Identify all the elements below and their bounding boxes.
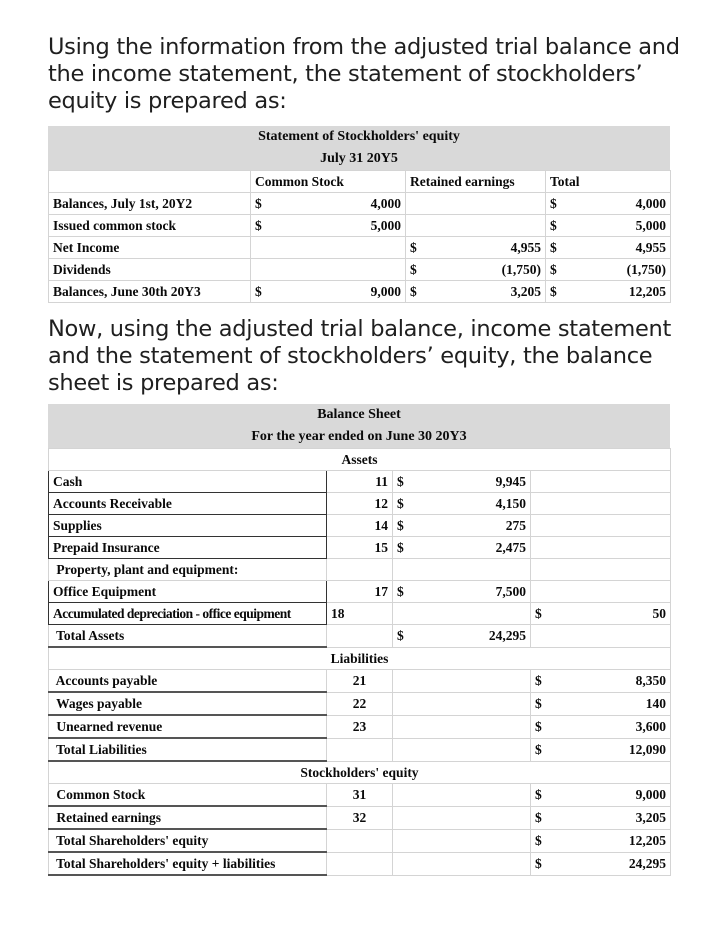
dollar-sign: $ <box>410 261 417 277</box>
se-date: July 31 20Y5 <box>320 151 398 166</box>
dollar-sign: $ <box>535 809 542 825</box>
bs-subtitle: For the year ended on June 30 20Y3 <box>251 429 467 444</box>
dollar-sign: $ <box>410 283 417 299</box>
se-table <box>48 170 671 303</box>
se-retained-earnings-cell <box>406 259 546 281</box>
amount: 140 <box>645 695 666 711</box>
se-row-label: Issued common stock <box>49 215 251 237</box>
bs-total-row <box>49 852 671 875</box>
amount-cell-2 <box>531 852 671 875</box>
stockholders-equity-statement <box>48 126 670 303</box>
bs-total-row <box>49 625 671 648</box>
bs-total-row <box>49 738 671 761</box>
amount-cell-2 <box>531 625 671 648</box>
amount-cell-1 <box>393 806 531 829</box>
amount-cell-2 <box>531 715 671 738</box>
bs-row <box>49 493 671 515</box>
account-ref: 14 <box>327 515 393 537</box>
amount-cell-1 <box>393 829 531 852</box>
se-row-label: Net Income <box>49 237 251 259</box>
account-ref: 15 <box>327 537 393 559</box>
se-row <box>49 193 671 215</box>
bs-row <box>49 784 671 807</box>
bs-row <box>49 670 671 693</box>
dollar-sign: $ <box>535 605 542 621</box>
amount: 12,205 <box>628 832 666 848</box>
amount: 4,955 <box>635 239 666 255</box>
intro-paragraph: Using the information from the adjusted trial balance and the income statement, the statement of stockholders’ equity is prepared as: <box>48 34 680 114</box>
account-ref: 23 <box>327 715 393 738</box>
amount-cell-2 <box>531 603 671 625</box>
amount-cell-2 <box>531 738 671 761</box>
account-ref: 18 <box>327 603 393 625</box>
amount-cell-1 <box>393 581 531 603</box>
amount-cell-2 <box>531 559 671 581</box>
dollar-sign: $ <box>397 539 404 555</box>
section-title: Stockholders' equity <box>49 761 671 784</box>
amount-cell-2 <box>531 471 671 493</box>
amount: 4,000 <box>635 195 666 211</box>
se-common-stock-cell <box>251 193 406 215</box>
section-title: Assets <box>49 449 671 471</box>
dollar-sign: $ <box>535 855 542 871</box>
account-ref: 32 <box>327 806 393 829</box>
amount-cell-2 <box>531 581 671 603</box>
se-total-cell <box>546 193 671 215</box>
amount-cell-1 <box>393 784 531 807</box>
account-label: Accounts Receivable <box>49 493 327 515</box>
se-row <box>49 237 671 259</box>
dollar-sign: $ <box>535 832 542 848</box>
amount: 50 <box>652 605 666 621</box>
dollar-sign: $ <box>535 786 542 802</box>
amount: 24,295 <box>488 627 526 643</box>
amount-cell-1 <box>393 515 531 537</box>
amount-cell-2 <box>531 692 671 715</box>
dollar-sign: $ <box>535 695 542 711</box>
balance-sheet <box>48 404 670 876</box>
account-label: Total Liabilities <box>49 738 327 761</box>
amount: 275 <box>505 517 526 533</box>
dollar-sign: $ <box>535 672 542 688</box>
dollar-sign: $ <box>550 239 557 255</box>
dollar-sign: $ <box>550 283 557 299</box>
amount-cell-1 <box>393 471 531 493</box>
account-ref <box>327 738 393 761</box>
account-label: Office Equipment <box>49 581 327 603</box>
dollar-sign: $ <box>410 239 417 255</box>
account-label: Property, plant and equipment: <box>49 559 327 581</box>
amount: 4,955 <box>510 239 541 255</box>
dollar-sign: $ <box>397 495 404 511</box>
amount: 9,000 <box>635 786 666 802</box>
amount-cell-1 <box>393 559 531 581</box>
se-header <box>48 126 670 170</box>
equity-section-header <box>49 761 671 784</box>
amount: 8,350 <box>635 672 666 688</box>
dollar-sign: $ <box>550 217 557 233</box>
amount-cell-2 <box>531 493 671 515</box>
se-title: Statement of Stockholders' equity <box>258 129 460 144</box>
account-ref: 12 <box>327 493 393 515</box>
account-label: Common Stock <box>49 784 327 807</box>
se-row-label: Balances, June 30th 20Y3 <box>49 281 251 303</box>
dollar-sign: $ <box>397 627 404 643</box>
account-ref <box>327 852 393 875</box>
bs-row <box>49 471 671 493</box>
account-ref: 21 <box>327 670 393 693</box>
dollar-sign: $ <box>255 195 262 211</box>
amount: 5,000 <box>635 217 666 233</box>
section-title: Liabilities <box>49 647 671 670</box>
account-label: Prepaid Insurance <box>49 537 327 559</box>
amount-cell-2 <box>531 784 671 807</box>
account-ref: 11 <box>327 471 393 493</box>
dollar-sign: $ <box>397 517 404 533</box>
amount-cell-1 <box>393 537 531 559</box>
amount: 3,600 <box>635 718 666 734</box>
amount-cell-1 <box>393 603 531 625</box>
account-label: Retained earnings <box>49 806 327 829</box>
amount-cell-1 <box>393 715 531 738</box>
bs-table <box>48 448 671 876</box>
amount-cell-1 <box>393 670 531 693</box>
account-label: Total Shareholders' equity <box>49 829 327 852</box>
bs-row <box>49 515 671 537</box>
amount: 7,500 <box>495 583 526 599</box>
amount: 24,295 <box>628 855 666 871</box>
amount: 12,205 <box>628 283 666 299</box>
bs-total-row <box>49 829 671 852</box>
account-ref: 31 <box>327 784 393 807</box>
bs-row <box>49 603 671 625</box>
se-total-cell <box>546 215 671 237</box>
liabilities-section-header <box>49 647 671 670</box>
se-total-cell <box>546 281 671 303</box>
amount-cell-2 <box>531 515 671 537</box>
dollar-sign: $ <box>255 283 262 299</box>
se-common-stock-cell <box>251 215 406 237</box>
amount: 3,205 <box>635 809 666 825</box>
dollar-sign: $ <box>535 718 542 734</box>
account-label: Supplies <box>49 515 327 537</box>
account-label: Wages payable <box>49 692 327 715</box>
account-ref: 22 <box>327 692 393 715</box>
se-col-label <box>49 171 251 193</box>
dollar-sign: $ <box>397 583 404 599</box>
amount-cell-2 <box>531 806 671 829</box>
se-common-stock-cell <box>251 281 406 303</box>
amount-cell-1 <box>393 692 531 715</box>
account-label: Total Shareholders' equity + liabilities <box>49 852 327 875</box>
amount-cell-2 <box>531 670 671 693</box>
amount: (1,750) <box>626 261 666 277</box>
balance-sheet-intro-paragraph: Now, using the adjusted trial balance, income statement and the statement of stockholders’ equity, the balance sheet is prepared as: <box>48 316 672 396</box>
dollar-sign: $ <box>397 473 404 489</box>
amount-cell-1 <box>393 738 531 761</box>
se-row <box>49 215 671 237</box>
se-common-stock-cell <box>251 259 406 281</box>
account-ref: 17 <box>327 581 393 603</box>
account-label: Accounts payable <box>49 670 327 693</box>
se-column-header-row <box>49 171 671 193</box>
amount: 4,000 <box>370 195 401 211</box>
se-row <box>49 281 671 303</box>
dollar-sign: $ <box>550 261 557 277</box>
account-label: Accumulated depreciation - office equipment <box>49 603 327 625</box>
se-col-retained-earnings: Retained earnings <box>406 171 546 193</box>
assets-section-header <box>49 449 671 471</box>
amount: 4,150 <box>495 495 526 511</box>
se-row-label: Balances, July 1st, 20Y2 <box>49 193 251 215</box>
amount: 9,000 <box>370 283 401 299</box>
amount: 5,000 <box>370 217 401 233</box>
amount: 12,090 <box>628 741 666 757</box>
account-label: Cash <box>49 471 327 493</box>
bs-row <box>49 692 671 715</box>
bs-row <box>49 806 671 829</box>
se-col-total: Total <box>546 171 671 193</box>
amount: (1,750) <box>501 261 541 277</box>
dollar-sign: $ <box>535 741 542 757</box>
account-label: Total Assets <box>49 625 327 648</box>
bs-row <box>49 581 671 603</box>
se-row <box>49 259 671 281</box>
se-retained-earnings-cell <box>406 193 546 215</box>
se-retained-earnings-cell <box>406 237 546 259</box>
se-retained-earnings-cell <box>406 281 546 303</box>
amount-cell-2 <box>531 537 671 559</box>
account-ref <box>327 625 393 648</box>
se-total-cell <box>546 237 671 259</box>
amount-cell-1 <box>393 852 531 875</box>
amount-cell-1 <box>393 625 531 648</box>
bs-title: Balance Sheet <box>317 407 401 422</box>
bs-row <box>49 715 671 738</box>
account-ref <box>327 829 393 852</box>
bs-row <box>49 559 671 581</box>
se-col-common-stock: Common Stock <box>251 171 406 193</box>
se-row-label: Dividends <box>49 259 251 281</box>
amount: 9,945 <box>495 473 526 489</box>
dollar-sign: $ <box>550 195 557 211</box>
account-label: Unearned revenue <box>49 715 327 738</box>
se-total-cell <box>546 259 671 281</box>
amount: 2,475 <box>495 539 526 555</box>
bs-row <box>49 537 671 559</box>
account-ref <box>327 559 393 581</box>
dollar-sign: $ <box>255 217 262 233</box>
amount-cell-2 <box>531 829 671 852</box>
se-common-stock-cell <box>251 237 406 259</box>
se-retained-earnings-cell <box>406 215 546 237</box>
amount: 3,205 <box>510 283 541 299</box>
amount-cell-1 <box>393 493 531 515</box>
bs-header <box>48 404 670 448</box>
